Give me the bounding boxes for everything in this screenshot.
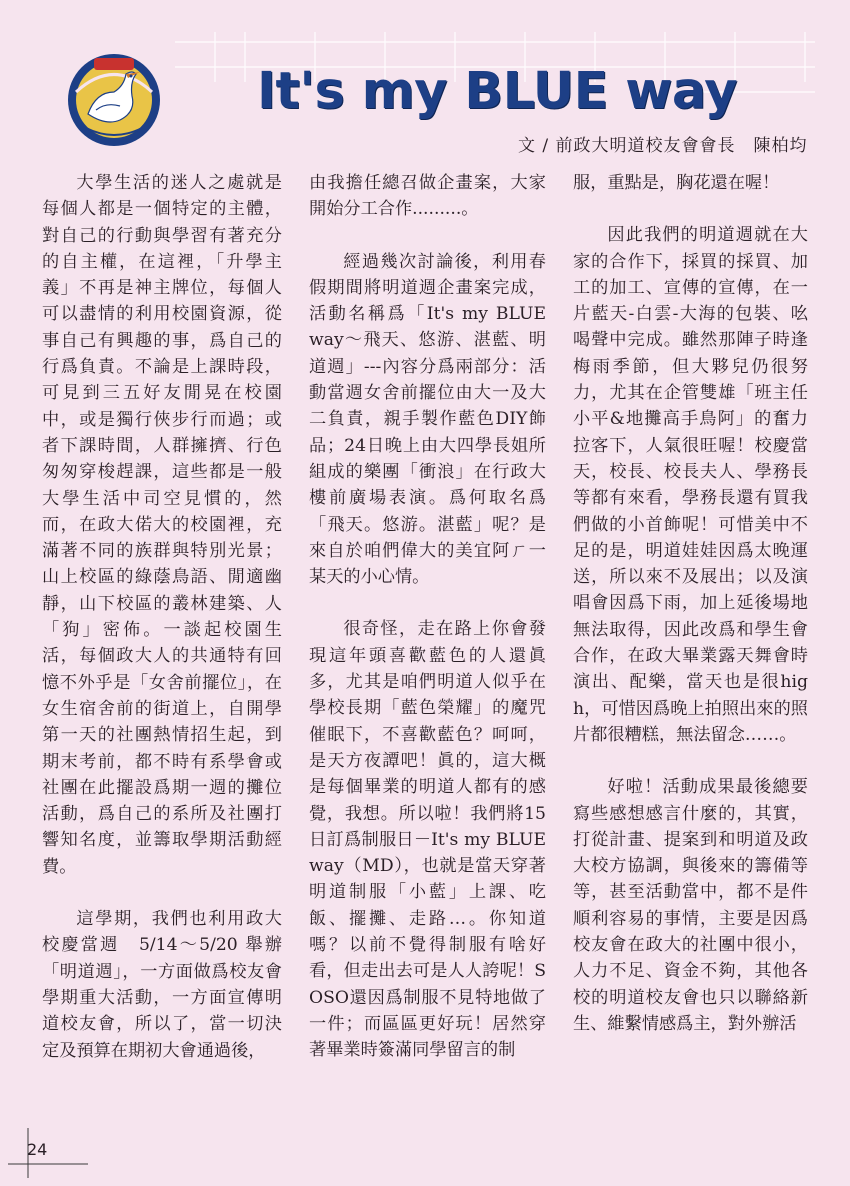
text-column-1 [42, 170, 282, 1064]
article-byline: 文 / 前政大明道校友會會長 陳柏均 [518, 136, 808, 156]
article-title: It's my BLUE way [257, 62, 737, 121]
paragraph-4-continued: 服，重點是，胸花還在喔！ [573, 173, 780, 193]
alumni-association-logo-icon [66, 52, 162, 148]
paragraph-2-continued: 由我擔任總召做企畫案，大家開始分工合作.........。 [309, 173, 546, 220]
paragraph-4: 很奇怪，走在路上你會發現這年頭喜歡藍色的人還眞多，尤其是咱們明道人似乎在學校長期「藍色榮耀」的魔咒催眠下，不喜歡藍色？呵呵，是天方夜譚吧！眞的，這大概是每個畢業的明道人都有的感覺，我想。所以啦！我們將15日訂爲制服日－It's my BLUE way（MD），也就是當天穿著明道制服「小藍」上課、吃飯、擺攤、走路…。你知道嗎？以前不覺得制服有啥好看，但走出去可是人人誇呢！SOSO還因爲制服不見特地做了一件；而區區更好玩！居然穿著畢業時簽滿同學留言的制 [309, 619, 546, 1061]
paragraph-2: 這學期，我們也利用政大校慶當週 5/14～5/20 舉辦「明道週」，一方面做爲校友會學期重大活動，一方面宣傳明道校友會，所以了，當一切決定及預算在期初大會通過後， [42, 909, 282, 1061]
paragraph-5: 因此我們的明道週就在大家的合作下，採買的採買、加工的加工、宣傳的宣傳，在一片藍天-白雲-大海的包裝、吆喝聲中完成。雖然那陣子時逢梅雨季節，但大夥兒仍很努力，尤其在企管雙雄「班主任小平&地攤高手鳥阿」的奮力拉客下，人氣很旺喔！校慶當天，校長、校長夫人、學務長等都有來看，學務長還有買我們做的小首飾呢！可惜美中不足的是，明道娃娃因爲太晚運送，所以來不及展出；以及演唱會因爲下雨，加上延後場地無法取得，因此改爲和學生會合作，在政大畢業露天舞會時演出、配樂，當天也是很high，可惜因爲晚上拍照出來的照片都很糟糕，無法留念……。 [573, 225, 808, 745]
text-column-3 [573, 170, 808, 1037]
paragraph-1: 大學生活的迷人之處就是每個人都是一個特定的主體，對自己的行動與學習有著充分的自主權，在這裡，「升學主義」不再是神主牌位，每個人可以盡情的利用校園資源，從事自己有興趣的事，爲自己的行爲負責。不論是上課時段，可見到三五好友閒晃在校園中，或是獨行俠步行而過；或者下課時間，人群擁擠、行色匆匆穿梭趕課，這些都是一般大學生活中司空見慣的，然而，在政大偌大的校園裡，充滿著不同的族群與特別光景；山上校區的綠蔭鳥語、閒適幽靜，山下校區的叢林建築、人「狗」密佈。一談起校園生活，每個政大人的共通特有回憶不外乎是「女舍前擺位」，在女生宿舍前的街道上，自開學第一天的社團熱情招生起，到期末考前，都不時有系學會或社團在此擺設爲期一週的攤位活動，爲自己的系所及社團打響知名度，並籌取學期活動經費。 [42, 173, 282, 877]
paragraph-6: 好啦！活動成果最後總要寫些感想感言什麼的，其實，打從計畫、提案到和明道及政大校方協調，與後來的籌備等等，甚至活動當中，都不是件順利容易的事情，主要是因爲校友會在政大的社團中很小，人力不足、資金不夠，其他各校的明道校友會也只以聯絡新生、維繫情感爲主，對外辦活 [573, 777, 808, 1034]
crop-mark [8, 1128, 88, 1178]
paragraph-3: 經過幾次討論後，利用春假期間將明道週企畫案完成，活動名稱爲「It's my BLUE way～飛天、悠游、湛藍、明道週」---內容分爲兩部分：活動當週女舍前擺位由大一及大二負責，親手製作藍色DIY飾品；24日晚上由大四學長姐所組成的樂團「衝浪」在行政大樓前廣場表演。爲何取名爲「飛天。悠游。湛藍」呢？是來自於咱們偉大的美宜阿ㄏ一某天的小心情。 [309, 251, 546, 588]
page-number: 24 [27, 1140, 48, 1159]
text-column-2 [309, 170, 546, 1064]
